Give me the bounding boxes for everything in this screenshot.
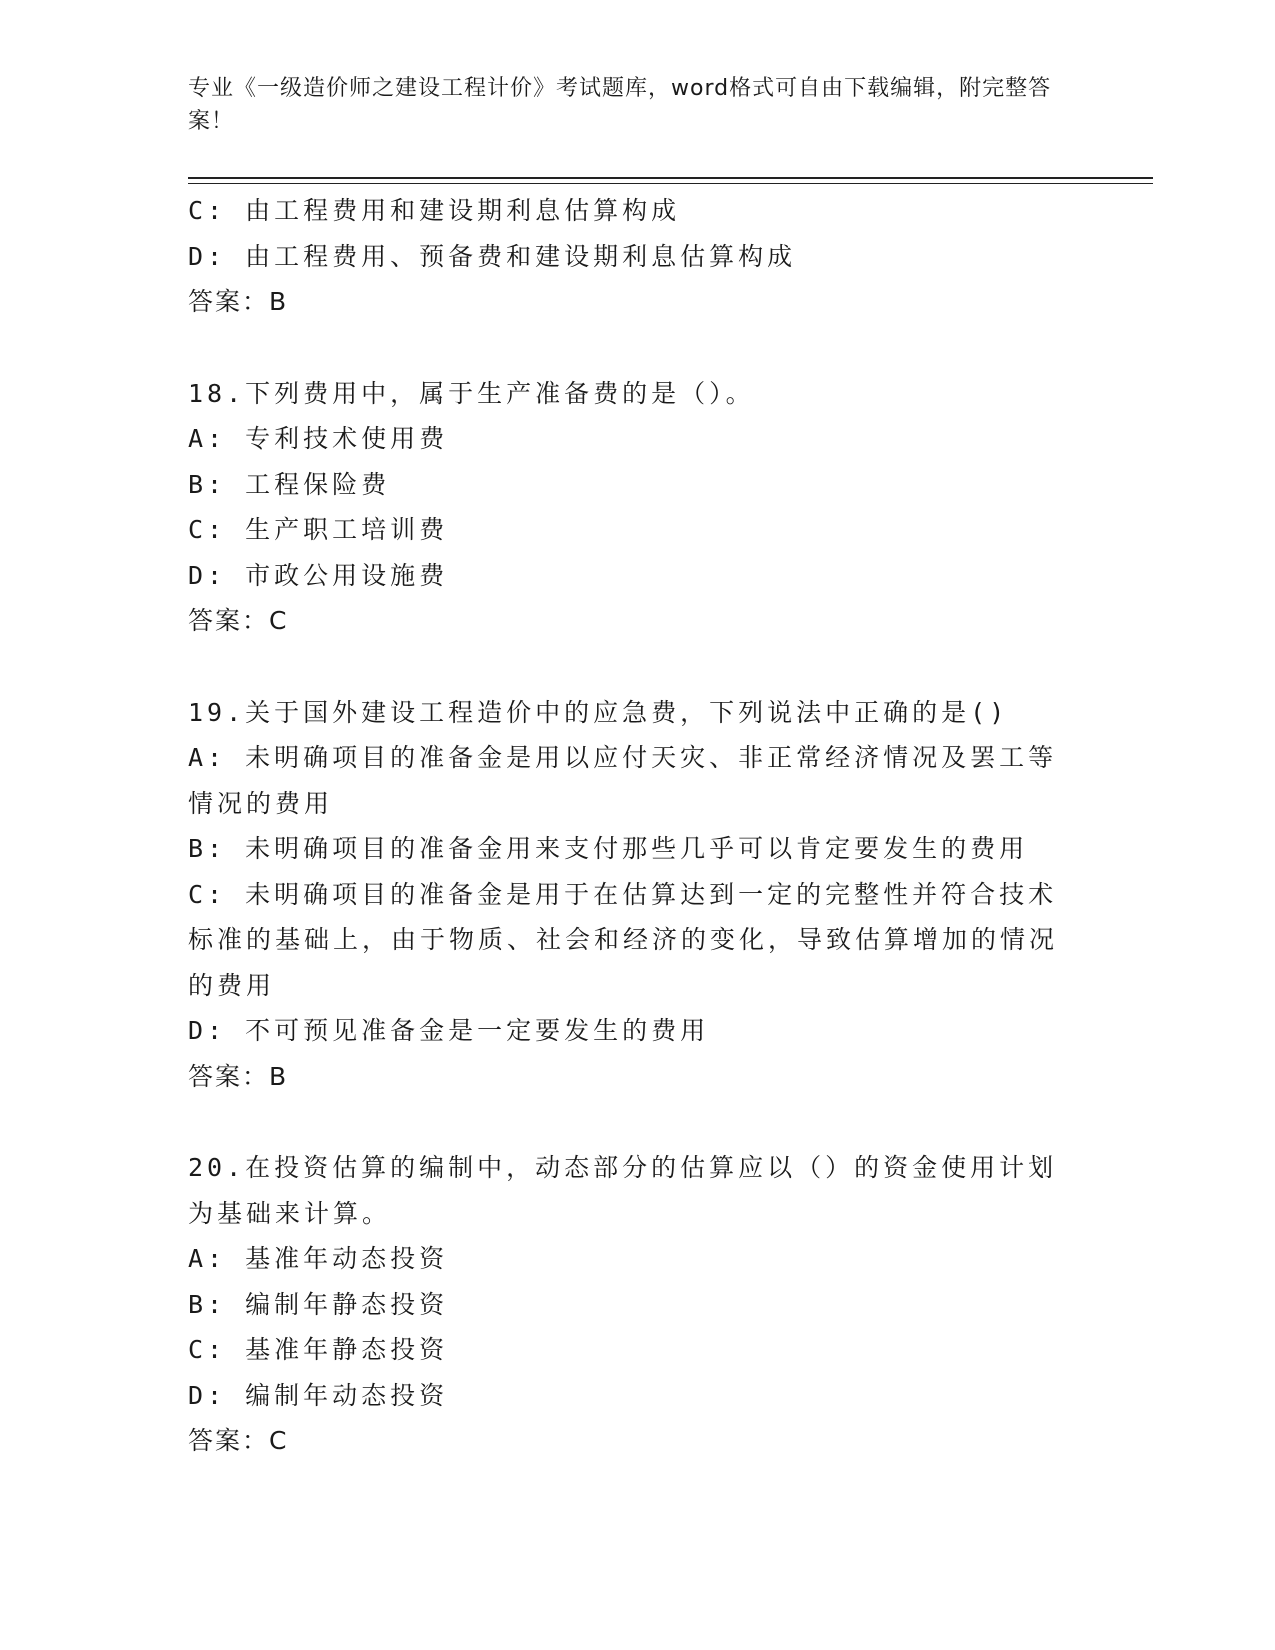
question-20 <box>188 1145 1068 1464</box>
question-stem: 18.下列费用中，属于生产准备费的是（）。 <box>188 378 755 408</box>
question-18 <box>188 371 1068 644</box>
page-header: 专业《一级造价师之建设工程计价》考试题库，word格式可自由下载编辑，附完整答案！ <box>188 76 1052 134</box>
option-c: C: 基准年静态投资 <box>188 1335 449 1364</box>
option-a: A: 未明确项目的准备金是用以应付天灾、非正常经济情况及罢工等情况的费用 <box>188 743 1058 818</box>
option-b: B: 工程保险费 <box>188 469 391 499</box>
answer-line: 答案：B <box>188 1061 289 1091</box>
question-list <box>188 188 1068 1464</box>
answer-line: 答案：B <box>188 287 289 316</box>
option-d: D: 编制年动态投资 <box>188 1380 449 1410</box>
option-a: A: 专利技术使用费 <box>188 424 449 453</box>
header-divider-thin <box>188 183 1153 184</box>
answer-line: 答案：C <box>188 606 289 635</box>
option-d: D: 由工程费用、预备费和建设期利息估算构成 <box>188 241 797 271</box>
option-a: A: 基准年动态投资 <box>188 1244 449 1273</box>
question-stem: 20.在投资估算的编制中，动态部分的估算应以（）的资金使用计划为基础来计算。 <box>188 1153 1058 1228</box>
carryover-block <box>188 188 1068 325</box>
option-b: B: 未明确项目的准备金用来支付那些几乎可以肯定要发生的费用 <box>188 834 1029 863</box>
option-d: D: 市政公用设施费 <box>188 560 449 590</box>
question-stem: 19.关于国外建设工程造价中的应急费，下列说法中正确的是() <box>188 697 1009 727</box>
option-c: C: 未明确项目的准备金是用于在估算达到一定的完整性并符合技术标准的基础上，由于物质、社会和经济的变化，导致估算增加的情况的费用 <box>188 879 1059 1000</box>
option-c: C: 生产职工培训费 <box>188 515 449 544</box>
answer-line: 答案：C <box>188 1426 289 1455</box>
question-19 <box>188 690 1068 1100</box>
option-c: C: 由工程费用和建设期利息估算构成 <box>188 196 681 225</box>
option-b: B: 编制年静态投资 <box>188 1289 449 1319</box>
header-divider <box>188 177 1153 179</box>
option-d: D: 不可预见准备金是一定要发生的费用 <box>188 1016 710 1045</box>
